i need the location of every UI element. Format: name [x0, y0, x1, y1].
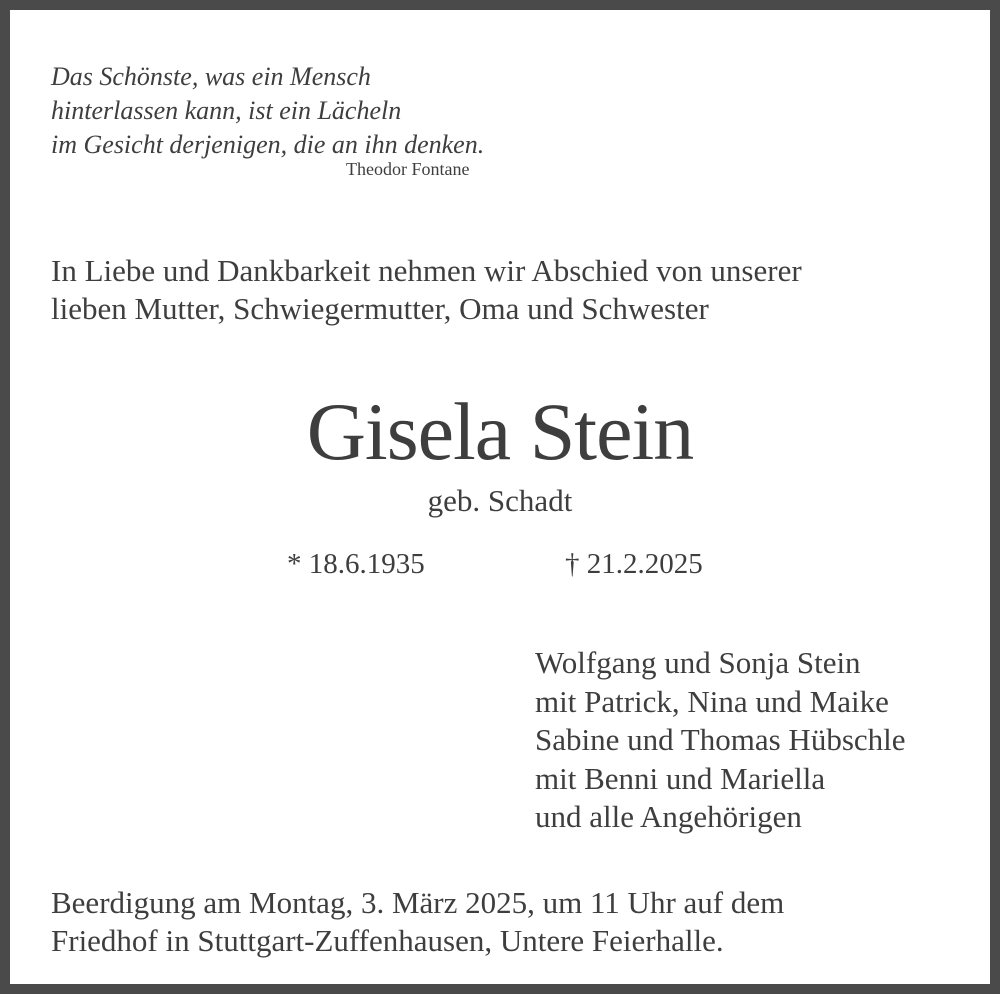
birth-date: * 18.6.1935 — [287, 548, 425, 580]
funeral-line: Friedhof in Stuttgart-Zuffenhausen, Untere Feierhalle. — [51, 923, 724, 958]
intro-line: lieben Mutter, Schwiegermutter, Oma und Schwester — [51, 291, 709, 326]
mourner-line: Sabine und Thomas Hübschle — [535, 722, 906, 757]
quote-line: hinterlassen kann, ist ein Lächeln — [51, 96, 402, 125]
memorial-quote — [51, 60, 651, 162]
quote-author: Theodor Fontane — [346, 159, 470, 179]
mourners-list — [535, 644, 985, 837]
funeral-line: Beerdigung am Montag, 3. März 2025, um 11 Uhr auf dem — [51, 885, 785, 920]
funeral-details — [51, 884, 981, 960]
mourner-line: und alle Angehörigen — [535, 799, 802, 834]
intro-line: In Liebe und Dankbarkeit nehmen wir Abschied von unserer — [51, 253, 802, 288]
quote-line: im Gesicht derjenigen, die an ihn denken. — [51, 130, 485, 159]
mourner-line: mit Patrick, Nina und Maike — [535, 683, 889, 719]
mourner-line: mit Benni und Mariella — [535, 760, 826, 796]
mourner-line: Wolfgang und Sonja Stein — [535, 645, 861, 680]
deceased-name: Gisela Stein — [306, 386, 694, 477]
quote-line: Das Schönste, was ein Mensch — [51, 62, 371, 91]
death-date: † 21.2.2025 — [565, 548, 703, 580]
farewell-intro — [51, 252, 971, 328]
maiden-name: geb. Schadt — [427, 483, 573, 518]
